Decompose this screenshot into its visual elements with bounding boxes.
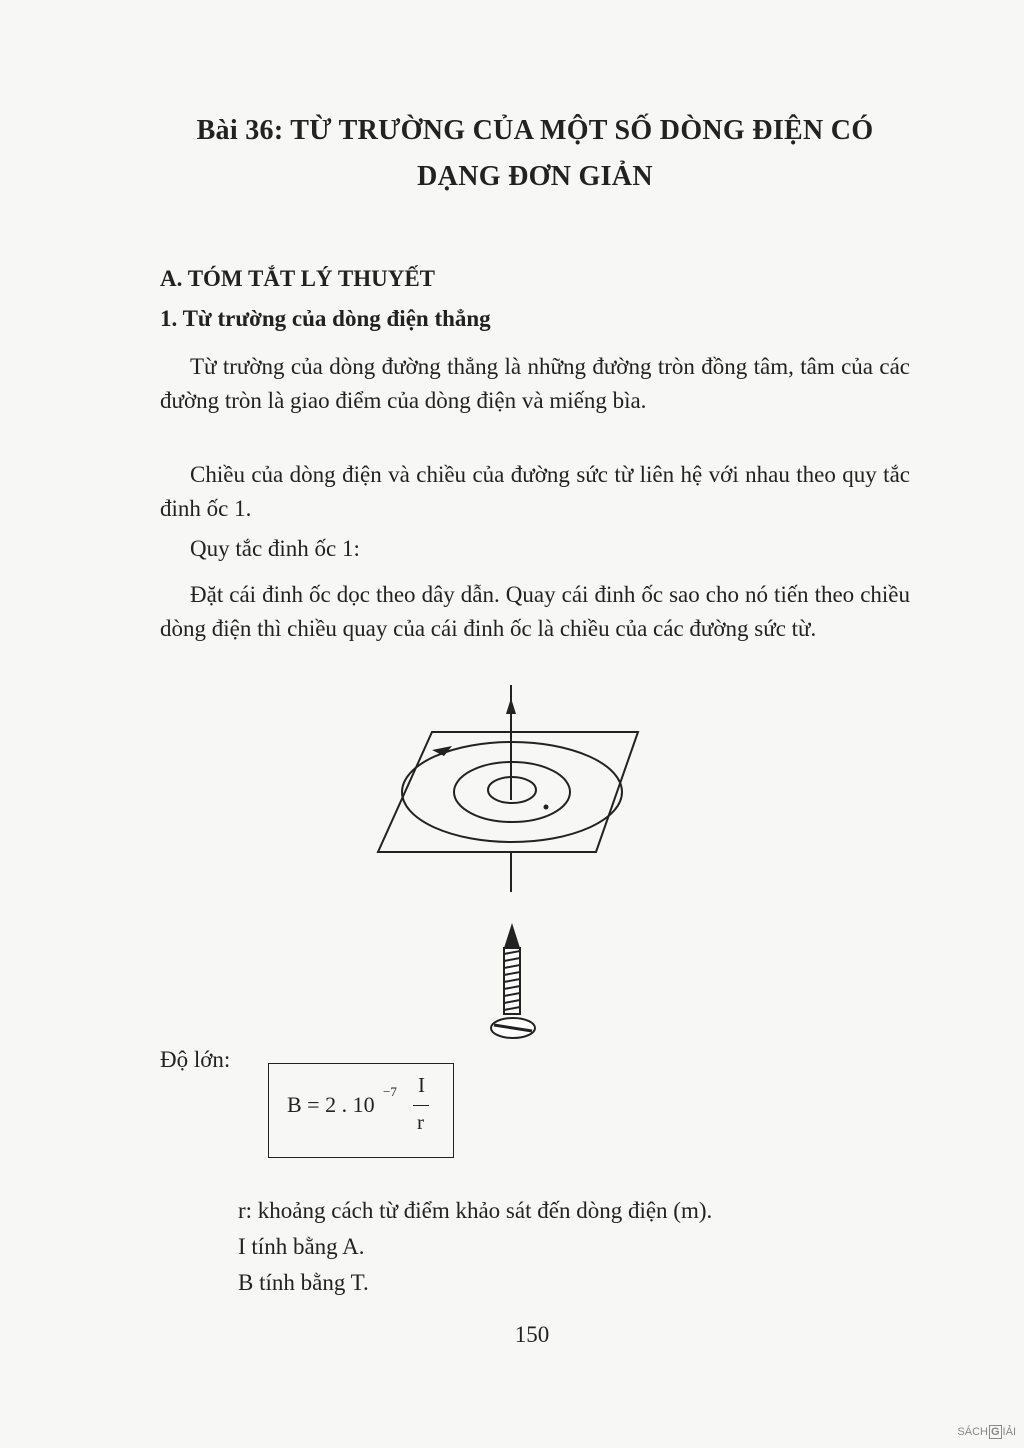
formula-denominator: r — [417, 1110, 424, 1134]
paragraph-rule-description: Đặt cái đinh ốc dọc theo dây dẫn. Quay cái đinh ốc sao cho nó tiến theo chiều dòng điện thì chiều quay của cái đinh ốc là chiều của các đường sức từ. — [160, 582, 910, 641]
formula-exponent: −7 — [383, 1084, 397, 1099]
logo-mark: G — [990, 1426, 1000, 1438]
straight-wire-field-figure — [370, 680, 650, 1050]
title-line-2: DẠNG ĐƠN GIẢN — [417, 161, 653, 192]
note-i: I tính bằng A. — [238, 1234, 365, 1259]
formula-left: B = 2 . 10 — [287, 1092, 375, 1117]
logo-text-right: IẢI — [1002, 1426, 1016, 1438]
logo-text-left: SÁCH — [957, 1426, 988, 1438]
page-number: 150 — [514, 1322, 550, 1347]
magnitude-label: Độ lớn: — [160, 1047, 231, 1072]
screw-icon — [491, 923, 535, 1038]
page-title — [120, 108, 950, 200]
formula-box — [268, 1063, 454, 1158]
note-b: B tính bằng T. — [238, 1270, 369, 1295]
paragraph-rule-heading: Quy tắc đinh ốc 1: — [190, 536, 360, 561]
current-arrow — [506, 698, 516, 714]
formula-numerator: I — [418, 1073, 425, 1097]
publisher-logo — [957, 1426, 1016, 1438]
cardboard-sheet — [378, 732, 638, 852]
field-direction-dot — [544, 805, 549, 810]
note-r: r: khoảng cách từ điểm khảo sát đến dòng điện (m). — [238, 1198, 713, 1223]
paragraph-field-description: Từ trường của dòng đường thẳng là những đường tròn đồng tâm, tâm của các đường tròn là giao điểm của dòng điện và miếng bìa. — [160, 354, 910, 413]
section-heading: A. TÓM TẮT LÝ THUYẾT — [160, 266, 436, 291]
title-line-1: Bài 36: TỪ TRƯỜNG CỦA MỘT SỐ DÒNG ĐIỆN CÓ — [196, 115, 874, 146]
subsection-heading: 1. Từ trường của dòng điện thẳng — [160, 306, 491, 331]
fraction-bar — [413, 1105, 429, 1106]
paragraph-direction-relation: Chiều của dòng điện và chiều của đường sức từ liên hệ với nhau theo quy tắc đinh ốc 1. — [160, 462, 910, 521]
